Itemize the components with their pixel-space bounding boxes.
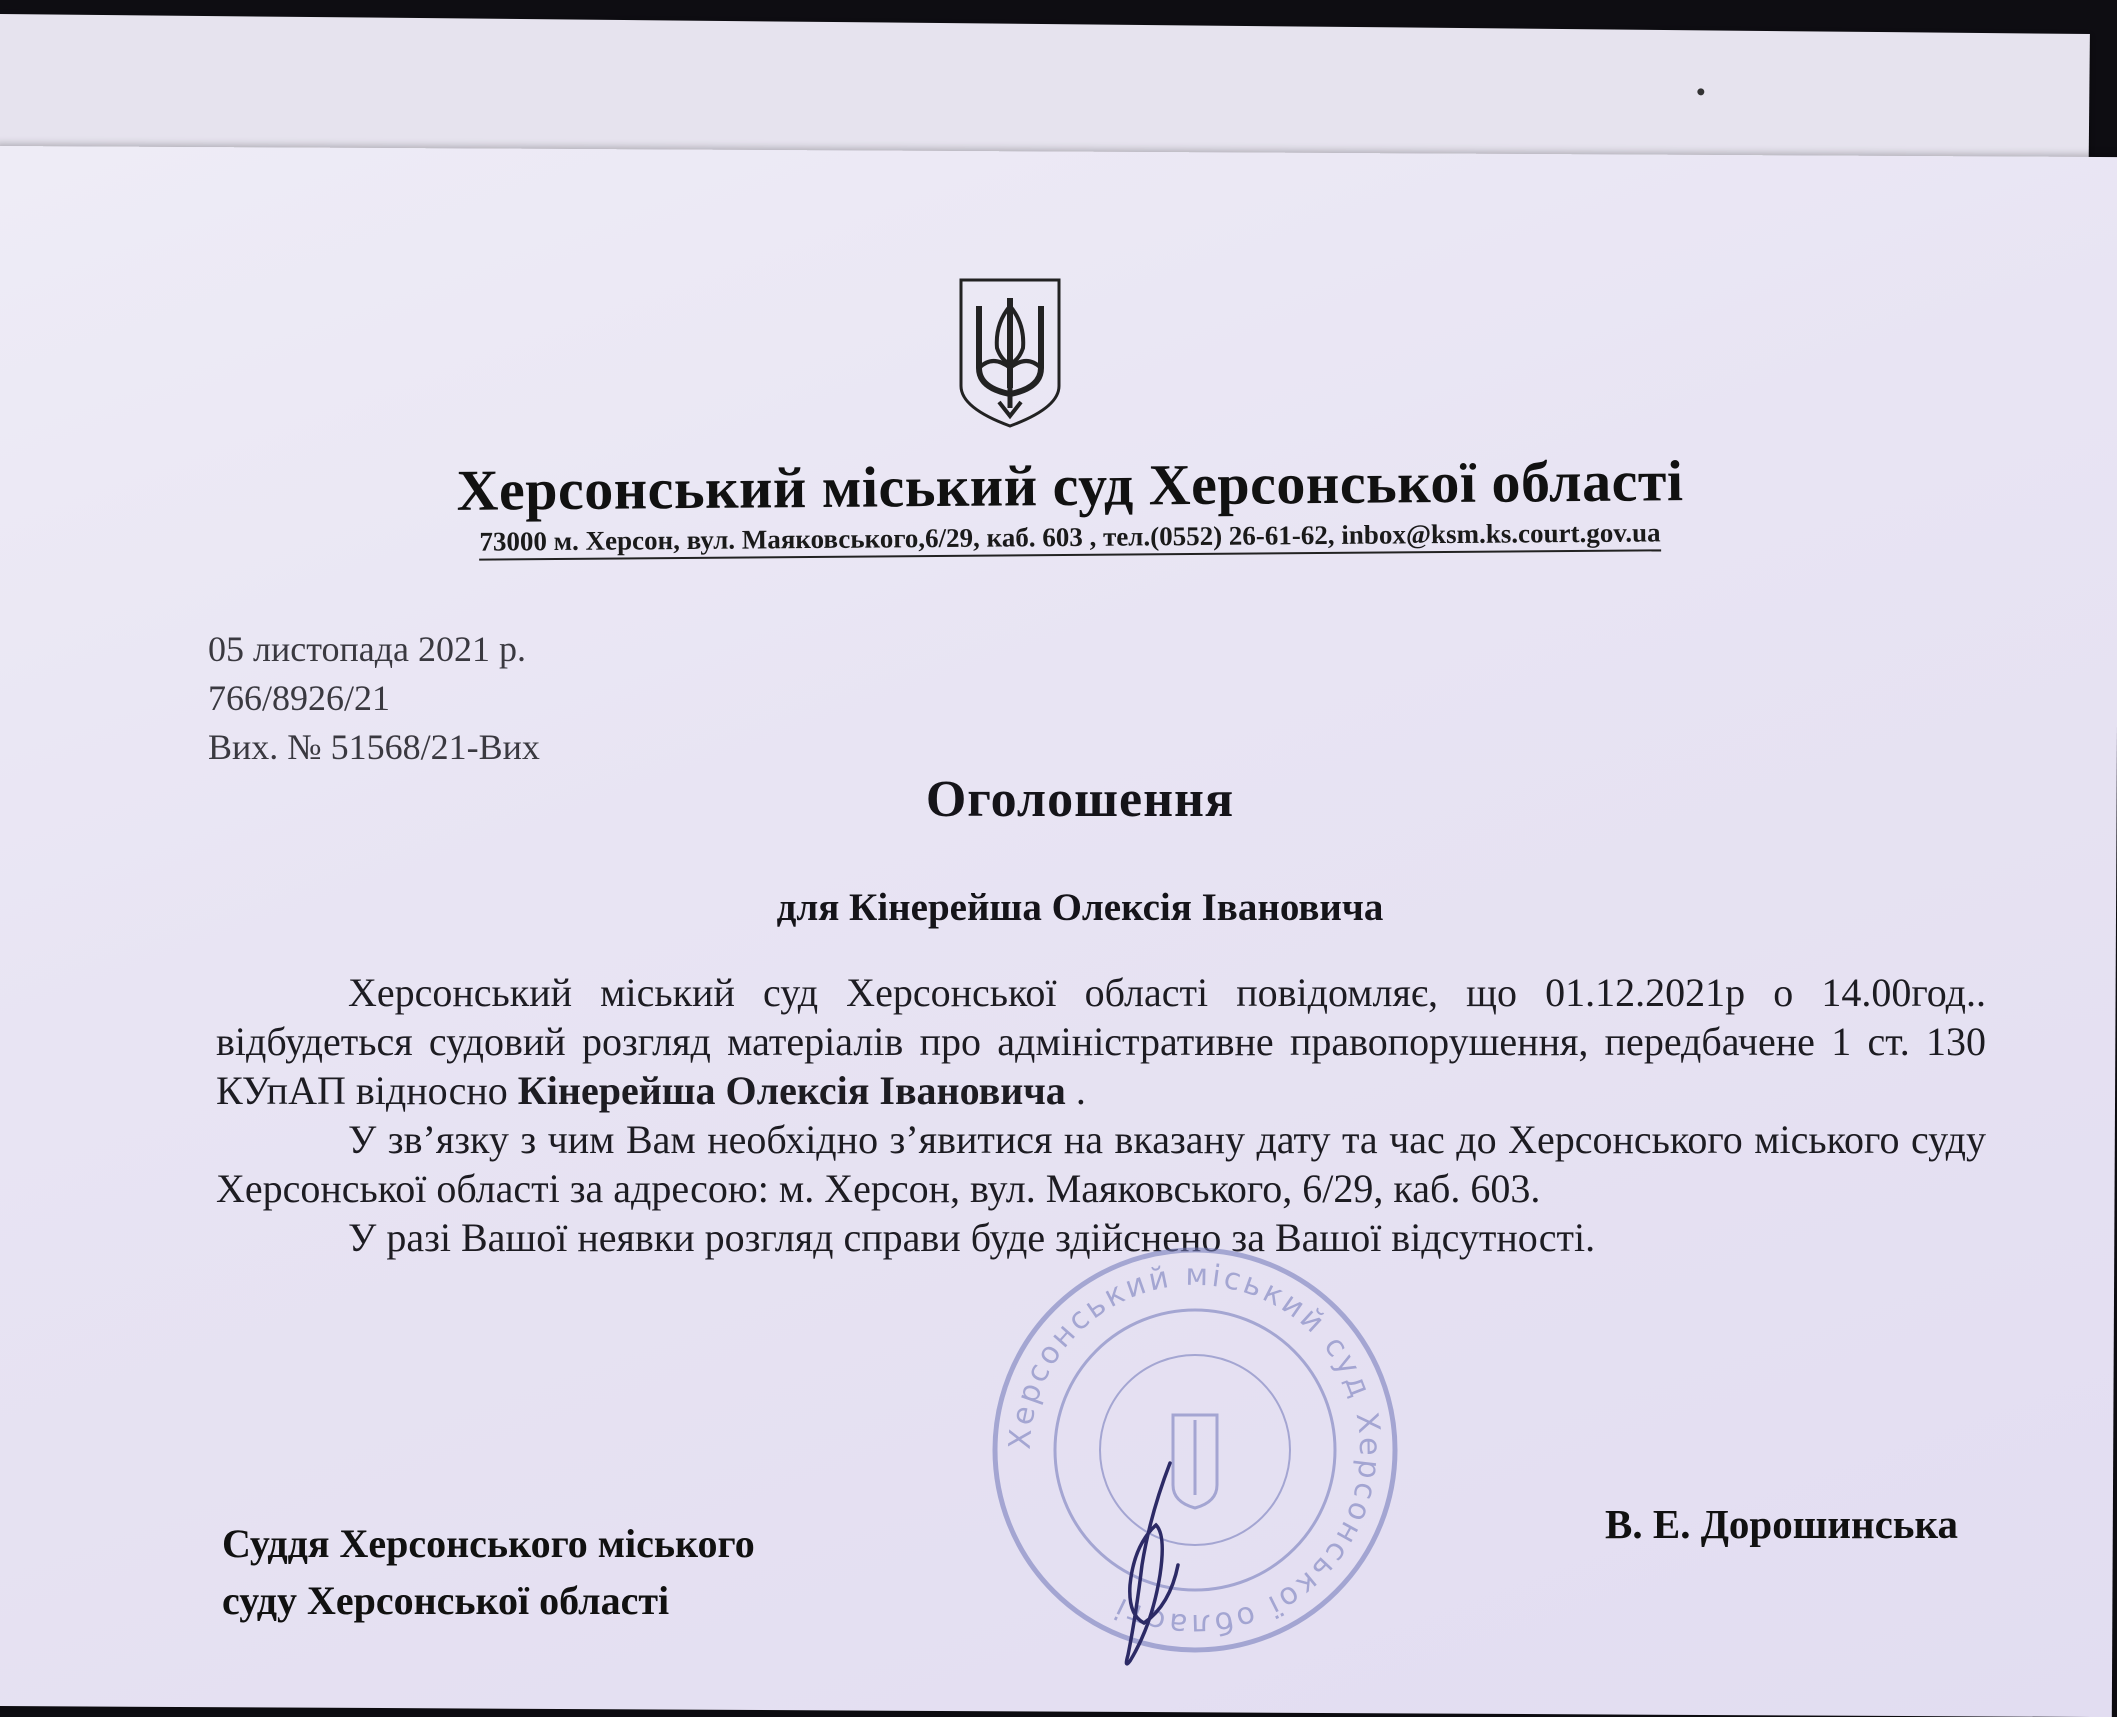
court-address-text: 73000 м. Херсон, вул. Маяковського,6/29, каб. 603 , тел.(0552) 26-61-62, inbox@ksm.ks.court.gov.ua xyxy=(479,517,1660,560)
paragraph-absence: У разі Вашої неявки розгляд справи буде здійснено за Вашої відсутності. xyxy=(348,1215,1596,1260)
judge-signature xyxy=(1100,1455,1210,1675)
outgoing-number: Вих. № 51568/21-Вих xyxy=(208,727,540,767)
case-number: 766/8926/21 xyxy=(208,678,391,718)
notice-title: Оголошення xyxy=(925,771,1235,828)
notice-body xyxy=(216,968,1986,1262)
judge-position-line2: суду Херсонської області xyxy=(222,1578,670,1623)
stamp-ring-text: Херсонський міський суд Херсонської області xyxy=(1002,1257,1388,1643)
paragraph-appearance: У зв’язку з чим Вам необхідно з’явитися на вказану дату та час до Херсонського міського суду Херсонської області за адресою: м. Херсон, вул. Маяковського, 6/29, каб. 603. xyxy=(216,1117,1986,1211)
document-meta xyxy=(208,625,540,772)
judge-name: В. Е. Дорошинська xyxy=(1605,1501,1958,1547)
paragraph-hearing-end: . xyxy=(1065,1068,1086,1113)
paragraph-hearing xyxy=(216,968,1986,1115)
paragraph-hearing-text: Херсонський міський суд Херсонської області повідомляє, що 01.12.2021р о 14.00год.. відбудеться судовий розгляд матеріалів про адміністративне правопорушення, передбачене 1 ст. 130 КУпАП відносно xyxy=(216,970,1986,1113)
court-name-heading: Херсонський міський суд Херсонської області xyxy=(456,448,1684,523)
judge-position-line1: Суддя Херсонського міського xyxy=(222,1521,755,1566)
document-date: 05 листопада 2021 р. xyxy=(208,629,527,669)
paper-speck xyxy=(1697,88,1704,95)
defendant-name: Кінерейша Олексія Івановича xyxy=(517,1068,1066,1113)
trident-emblem-icon xyxy=(955,276,1065,428)
notice-recipient: для Кінерейша Олексія Івановича xyxy=(776,886,1384,929)
judge-position xyxy=(222,1515,755,1629)
